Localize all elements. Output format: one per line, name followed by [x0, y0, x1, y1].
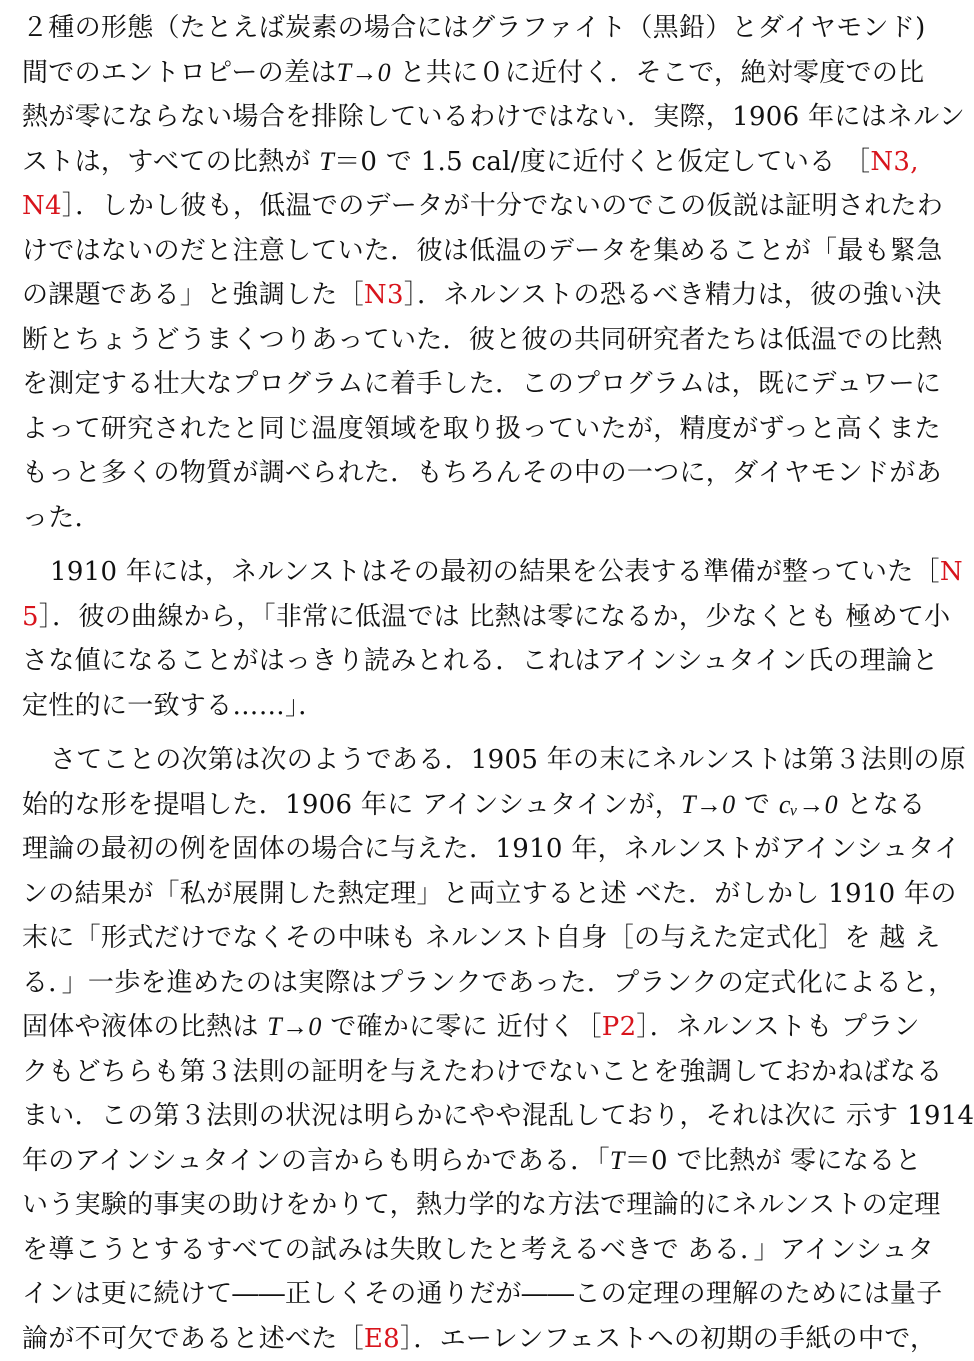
- text-run: さてことの次第は次のようである．1905 年の末にネルンストは第３法則の原: [50, 745, 966, 775]
- text-line: [22, 872, 914, 917]
- text-run: で: [735, 790, 778, 820]
- text-run: ストは，すべての比熱が: [22, 147, 319, 177]
- text-line: [22, 451, 914, 496]
- text-line: [22, 1272, 914, 1317]
- text-run: 年のアインシュタインの言からも明らかである．「: [22, 1146, 610, 1176]
- text-run: 始的な形を提唱した．1906 年に アインシュタインが，: [22, 790, 681, 820]
- text-line: [22, 1050, 914, 1095]
- document-page: [22, 6, 914, 1361]
- text-line: [22, 639, 914, 684]
- text-run: 間でのエントロピーの差は: [22, 58, 337, 88]
- text-run: 断とちょうどうまくつりあっていた．彼と彼の共同研究者たちは低温での比熱: [22, 325, 942, 355]
- text-run: 論が不可欠であると述べた［: [22, 1324, 364, 1354]
- math-expression: T→0: [337, 58, 391, 87]
- text-run: いう実験的事実の助けをかりて，熱力学的な方法で理論的にネルンストの定理: [22, 1190, 941, 1220]
- text-run: まい．この第３法則の状況は明らかにやや混乱しており，それは次に 示す 1914: [22, 1101, 974, 1131]
- text-run: ンの結果が「私が展開した熱定理」と両立すると述 べた．がしかし 1910 年の: [22, 879, 957, 909]
- text-run: 理論の最初の例を固体の場合に与えた．1910 年，ネルンストがアインシュタイ: [22, 834, 960, 864]
- text-line: [22, 496, 914, 541]
- text-line: [22, 140, 914, 185]
- citation-reference: N3,: [870, 147, 918, 177]
- citation-reference: N: [940, 557, 963, 587]
- text-run: ］．ネルンストも プラン: [636, 1012, 919, 1042]
- text-line: [22, 961, 914, 1006]
- text-line: [22, 1005, 914, 1050]
- citation-reference: E8: [364, 1324, 400, 1354]
- text-line: [22, 1228, 914, 1273]
- text-run: 1910 年には，ネルンストはその最初の結果を公表する準備が整っていた［: [50, 557, 940, 587]
- text-line: [22, 1139, 914, 1184]
- text-line: [22, 738, 914, 783]
- text-run: 末に「形式だけでなくその中味も ネルンスト自身［の与えた定式化］を 越 え: [22, 923, 940, 953]
- text-run: さな値になることがはっきり読みとれる．これはアインシュタイン氏の理論と: [22, 646, 938, 676]
- text-run: ＝0 で 1.5 cal/度に近付くと仮定している ［: [334, 147, 870, 177]
- text-line: [22, 95, 914, 140]
- text-run: の課題である」と強調した［: [22, 280, 364, 310]
- text-line: [22, 1094, 914, 1139]
- text-run: ］．エーレンフェストへの初期の手紙の中で，: [400, 1324, 936, 1354]
- text-line: [22, 550, 914, 595]
- math-expression: T: [610, 1146, 625, 1175]
- text-line: [22, 407, 914, 452]
- text-line: [22, 318, 914, 363]
- text-run: ］．ネルンストの恐るべき精力は，彼の強い決: [404, 280, 942, 310]
- math-expression: T: [319, 147, 334, 176]
- text-line: [22, 51, 914, 96]
- text-run: 熱が零にならない場合を排除しているわけではない．実際，1906 年にはネルン: [22, 102, 965, 132]
- math-expression: cᵥ→0: [779, 790, 838, 819]
- text-line: [22, 1317, 914, 1361]
- text-run: ］．しかし彼も，低温でのデータが十分でないのでこの仮説は証明されたわ: [62, 191, 943, 221]
- math-expression: T→0: [681, 790, 735, 819]
- text-run: もっと多くの物質が調べられた．もちろんその中の一つに，ダイヤモンドがあ: [22, 458, 942, 488]
- text-line: [22, 273, 914, 318]
- text-run: 定性的に一致する……」．: [22, 691, 325, 721]
- text-line: [22, 184, 914, 229]
- text-run: で確かに零に 近付く［: [322, 1012, 602, 1042]
- text-run: ＝0 で比熱が 零になると: [625, 1146, 922, 1176]
- text-line: [22, 362, 914, 407]
- text-line: [22, 827, 914, 872]
- text-line: [22, 229, 914, 274]
- citation-reference: P2: [602, 1012, 637, 1042]
- text-line: [22, 595, 914, 640]
- text-run: インは更に続けて――正しくその通りだが――この定理の理解のためには量子: [22, 1279, 943, 1309]
- text-run: ２種の形態（たとえば炭素の場合にはグラファイト（黒鉛）とダイヤモンド): [22, 13, 926, 43]
- text-run: る．」一歩を進めたのは実際はプランクであった．プランクの定式化によると，: [22, 968, 955, 998]
- text-line: [22, 684, 914, 729]
- citation-reference: N3: [364, 280, 404, 310]
- text-line: [22, 1183, 914, 1228]
- citation-reference: 5: [22, 602, 39, 632]
- text-run: と共に０に近付く．そこで，絶対零度での比: [391, 58, 925, 88]
- text-run: ］．彼の曲線から，「非常に低温では 比熱は零になるか，少なくとも 極めて小: [39, 602, 951, 632]
- math-expression: T→0: [267, 1012, 321, 1041]
- text-line: [22, 916, 914, 961]
- text-run: となる: [838, 790, 925, 820]
- text-line: [22, 6, 914, 51]
- text-run: けではないのだと注意していた．彼は低温のデータを集めることが「最も緊急: [22, 236, 943, 266]
- text-run: 固体や液体の比熱は: [22, 1012, 267, 1042]
- text-run: を測定する壮大なプログラムに着手した．このプログラムは，既にデュワーに: [22, 369, 941, 399]
- text-run: クもどちらも第３法則の証明を与えたわけでないことを強調しておかねばなる: [22, 1057, 943, 1087]
- text-run: よって研究されたと同じ温度領域を取り扱っていたが，精度がずっと高くまた: [22, 414, 941, 444]
- text-line: [22, 783, 914, 828]
- text-run: った．: [22, 503, 101, 533]
- citation-reference: N4: [22, 191, 62, 221]
- text-run: を導こうとするすべての試みは失敗したと考えるべきで ある．」アインシュタ: [22, 1235, 934, 1265]
